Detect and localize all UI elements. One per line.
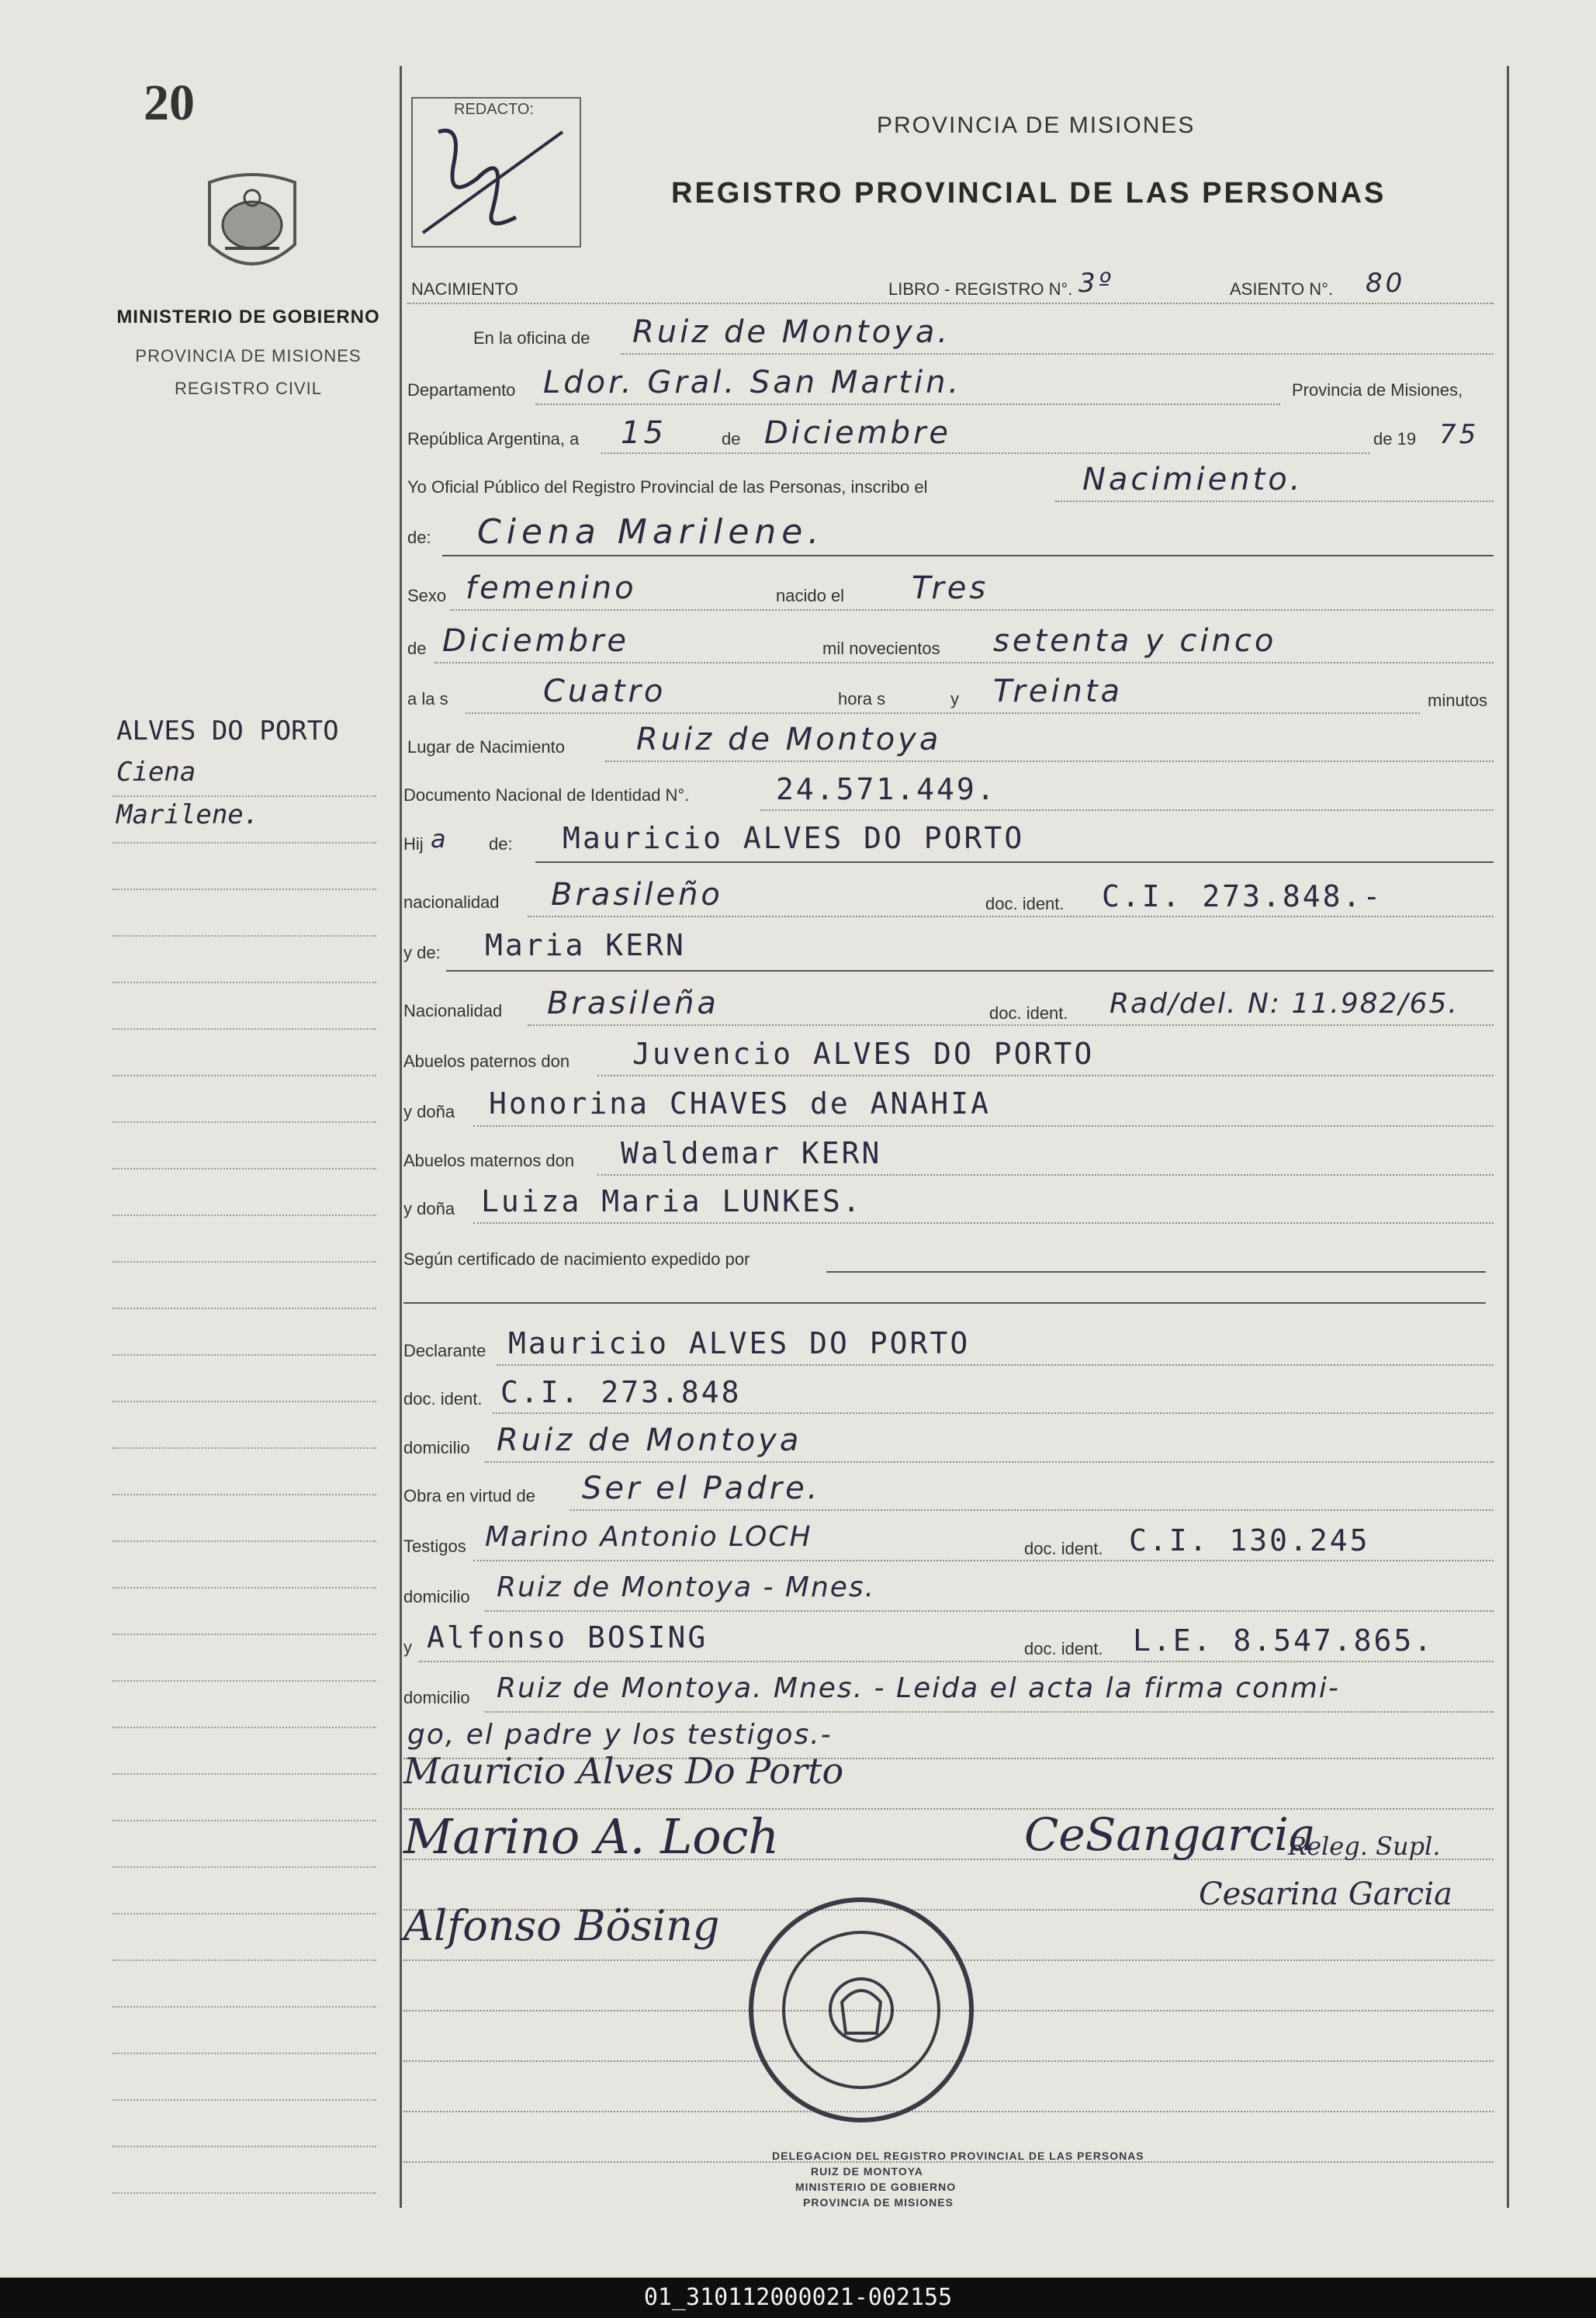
dom2-label: domicilio bbox=[403, 1587, 470, 1606]
margin-rule bbox=[113, 1820, 376, 1821]
de2-value: Diciembre bbox=[442, 623, 630, 659]
dom2-value: Ruiz de Montoya - Mnes. bbox=[497, 1571, 876, 1603]
testigos-label: Testigos bbox=[403, 1537, 466, 1556]
oficina-label: En la oficina de bbox=[473, 328, 590, 348]
image-id-footer: 01_310112000021-002155 bbox=[0, 2278, 1596, 2318]
oficial-label: Yo Oficial Público del Registro Provincial de las Personas, inscribo el bbox=[407, 477, 928, 497]
signature-father: Mauricio Alves Do Porto bbox=[403, 1750, 844, 1792]
rule bbox=[570, 1509, 1494, 1511]
rule bbox=[407, 303, 1494, 304]
signature-witness2: Alfonso Bösing bbox=[403, 1901, 720, 1950]
testigo1-value: Marino Antonio LOCH bbox=[485, 1521, 812, 1553]
testigo2-value: Alfonso BOSING bbox=[427, 1620, 708, 1654]
oficial-value: Nacimiento. bbox=[1082, 462, 1303, 497]
rule bbox=[497, 1364, 1494, 1366]
rule bbox=[485, 1461, 1494, 1463]
hij-suffix: a bbox=[431, 824, 449, 854]
margin-rule bbox=[113, 1959, 376, 1961]
doct1-value: C.I. 130.245 bbox=[1129, 1523, 1370, 1557]
margin-rule bbox=[113, 1680, 376, 1682]
mil-label: mil novecientos bbox=[822, 639, 940, 658]
dom1-label: domicilio bbox=[403, 1438, 470, 1457]
dom3-value: Ruiz de Montoya. Mnes. - Leida el acta la firma conmi- bbox=[497, 1672, 1340, 1704]
margin-rule bbox=[113, 795, 376, 797]
ab-mat-value: Waldemar KERN bbox=[621, 1136, 882, 1170]
margin-rule bbox=[113, 1727, 376, 1728]
margin-rule bbox=[113, 1028, 376, 1030]
rule bbox=[760, 809, 1494, 811]
header-province: PROVINCIA DE MISIONES bbox=[877, 113, 1196, 138]
margin-rule bbox=[113, 1261, 376, 1263]
margin-rule bbox=[113, 1587, 376, 1589]
doc1-value: C.I. 273.848.- bbox=[1102, 879, 1383, 913]
rule bbox=[605, 761, 1494, 762]
doc2-label: doc. ident. bbox=[989, 1003, 1068, 1023]
margin-rule bbox=[113, 1075, 376, 1076]
ab-mat-label: Abuelos maternos don bbox=[403, 1151, 575, 1170]
ydona1-value: Honorina CHAVES de ANAHIA bbox=[489, 1086, 991, 1121]
lugar-label: Lugar de Nacimiento bbox=[407, 737, 566, 757]
initials-scribble-icon bbox=[415, 116, 570, 241]
left-rule bbox=[400, 66, 402, 2208]
margin-rule bbox=[113, 1168, 376, 1169]
left-registry: REGISTRO CIVIL bbox=[174, 379, 323, 398]
month-value: Diciembre bbox=[764, 415, 952, 451]
de2-label: de bbox=[407, 639, 427, 658]
margin-rule bbox=[113, 889, 376, 890]
margin-rule bbox=[113, 1866, 376, 1868]
departamento-value: Ldor. Gral. San Martin. bbox=[543, 365, 962, 400]
hora-label: hora s bbox=[838, 689, 886, 709]
declarante-value: Mauricio ALVES DO PORTO bbox=[508, 1326, 971, 1360]
hora-value: Treinta bbox=[993, 674, 1123, 709]
rule bbox=[419, 1661, 1494, 1662]
header-title: REGISTRO PROVINCIAL DE LAS PERSONAS bbox=[671, 177, 1387, 210]
person-name: Ciena Marilene. bbox=[477, 512, 825, 552]
doct2-label: doc. ident. bbox=[1024, 1639, 1103, 1658]
dni-label: Documento Nacional de Identidad N°. bbox=[403, 785, 690, 805]
ab-pat-label: Abuelos paternos don bbox=[403, 1052, 570, 1071]
margin-rule bbox=[113, 1634, 376, 1635]
rule bbox=[601, 452, 1369, 454]
nacido-label: nacido el bbox=[776, 586, 845, 605]
day-value: 15 bbox=[621, 415, 666, 451]
nacido-value: Tres bbox=[912, 570, 989, 606]
margin-rule bbox=[113, 982, 376, 983]
right-rule bbox=[1507, 66, 1509, 2208]
rule bbox=[528, 1024, 1494, 1026]
year-label: de 19 bbox=[1373, 429, 1417, 449]
dom3-label: domicilio bbox=[403, 1688, 470, 1707]
nac1-value: Brasileño bbox=[551, 877, 723, 913]
declarante-label: Declarante bbox=[403, 1341, 486, 1360]
rule bbox=[446, 970, 1494, 972]
dni-value: 24.571.449. bbox=[776, 772, 997, 806]
mil-value: setenta y cinco bbox=[993, 623, 1277, 659]
nac2-label: Nacionalidad bbox=[403, 1001, 503, 1020]
hij-de-label: de: bbox=[489, 834, 513, 854]
official-seal-icon bbox=[745, 1894, 978, 2126]
registrar-role: Releg. Supl. bbox=[1288, 1831, 1441, 1861]
yde-label: y de: bbox=[403, 943, 441, 962]
nac1-label: nacionalidad bbox=[403, 892, 500, 912]
margin-rule bbox=[113, 935, 376, 937]
seal-inner-text: RUIZ DE MONTOYA bbox=[811, 2165, 923, 2178]
margin-note-line2: Ciena bbox=[116, 757, 196, 788]
rule bbox=[434, 662, 1494, 664]
margin-rule bbox=[113, 2192, 376, 2194]
margin-rule bbox=[113, 1540, 376, 1542]
margin-rule bbox=[113, 2099, 376, 2101]
alas-value: Cuatro bbox=[543, 674, 666, 709]
rule bbox=[403, 1302, 1486, 1304]
margin-rule bbox=[113, 1494, 376, 1495]
segun-label: Según certificado de nacimiento expedido por bbox=[403, 1249, 750, 1269]
father-name: Mauricio ALVES DO PORTO bbox=[563, 821, 1025, 855]
docdec-value: C.I. 273.848 bbox=[500, 1375, 742, 1409]
asiento-value: 80 bbox=[1366, 268, 1406, 299]
rule bbox=[493, 1412, 1494, 1414]
rule bbox=[485, 1610, 1494, 1612]
province-crest-icon bbox=[194, 167, 310, 283]
rule bbox=[473, 1222, 1494, 1224]
asiento-label: ASIENTO N°. bbox=[1230, 279, 1334, 299]
doct2-value: L.E. 8.547.865. bbox=[1133, 1623, 1435, 1658]
seal-outer-text: DELEGACION DEL REGISTRO PROVINCIAL DE LAS PERSONAS bbox=[772, 2150, 1144, 2162]
rule bbox=[466, 712, 1420, 714]
provincia-label: Provincia de Misiones, bbox=[1292, 380, 1463, 400]
rule bbox=[442, 555, 1494, 556]
margin-note-line3: Marilene. bbox=[116, 799, 260, 830]
lugar-value: Ruiz de Montoya bbox=[636, 722, 942, 757]
page-number: 20 bbox=[144, 74, 195, 131]
sexo-label: Sexo bbox=[407, 586, 447, 605]
margin-rule bbox=[113, 2006, 376, 2008]
margin-rule bbox=[113, 1913, 376, 1914]
rule bbox=[485, 1711, 1494, 1713]
margin-rule bbox=[113, 2146, 376, 2147]
libro-label: LIBRO - REGISTRO N°. bbox=[888, 279, 1073, 299]
margin-rule bbox=[113, 1214, 376, 1216]
doc2-value: Rad/del. N: 11.982/65. bbox=[1110, 988, 1459, 1020]
signature-registrar: CeSangarcia bbox=[1024, 1808, 1316, 1861]
departamento-label: Departamento bbox=[407, 380, 516, 400]
rule bbox=[597, 1174, 1494, 1176]
redacto-label: REDACTO: bbox=[454, 101, 534, 118]
signature-witness1: Marino A. Loch bbox=[403, 1808, 780, 1865]
obra-value: Ser el Padre. bbox=[582, 1471, 821, 1506]
seal-province-text: PROVINCIA DE MISIONES bbox=[803, 2196, 954, 2209]
alas-label: a la s bbox=[407, 689, 448, 709]
margin-rule bbox=[113, 1121, 376, 1123]
de-label: de bbox=[722, 429, 741, 449]
oficina-value: Ruiz de Montoya. bbox=[632, 314, 951, 350]
mother-name: Maria KERN bbox=[485, 928, 686, 962]
closing-value: go, el padre y los testigos.- bbox=[407, 1719, 833, 1751]
obra-label: Obra en virtud de bbox=[403, 1486, 535, 1505]
y-label: y bbox=[950, 689, 959, 709]
ab-pat-value: Juvencio ALVES DO PORTO bbox=[632, 1037, 1095, 1071]
margin-rule bbox=[113, 1773, 376, 1775]
ydona1-label: y doña bbox=[403, 1102, 455, 1121]
rule bbox=[826, 1271, 1486, 1273]
registrar-name: Cesarina Garcia bbox=[1199, 1876, 1452, 1912]
nac2-value: Brasileña bbox=[547, 986, 719, 1021]
ydona2-label: y doña bbox=[403, 1199, 455, 1218]
ministry-title: MINISTERIO DE GOBIERNO bbox=[116, 307, 380, 327]
margin-rule bbox=[113, 1447, 376, 1449]
libro-value: 3º bbox=[1078, 268, 1114, 299]
rule bbox=[473, 1560, 1494, 1561]
margin-note-line1: ALVES DO PORTO bbox=[116, 715, 339, 747]
docdec-label: doc. ident. bbox=[403, 1389, 483, 1408]
y-test-label: y bbox=[403, 1637, 412, 1657]
hij-label: Hij bbox=[403, 834, 424, 854]
rule bbox=[473, 1125, 1494, 1127]
rule bbox=[535, 861, 1494, 863]
margin-rule bbox=[113, 1401, 376, 1402]
minutos-label: minutos bbox=[1428, 691, 1488, 710]
margin-rule bbox=[113, 2053, 376, 2054]
rule bbox=[597, 1075, 1494, 1076]
de-person-label: de: bbox=[407, 528, 431, 547]
year-value: 75 bbox=[1439, 419, 1480, 450]
record-type-label: NACIMIENTO bbox=[411, 279, 518, 299]
doc1-label: doc. ident. bbox=[985, 894, 1065, 913]
margin-rule bbox=[113, 1308, 376, 1309]
rule bbox=[535, 404, 1280, 405]
rule bbox=[621, 353, 1494, 355]
rule bbox=[528, 916, 1494, 917]
margin-rule bbox=[113, 1354, 376, 1356]
sexo-value: femenino bbox=[466, 570, 637, 606]
margin-rule bbox=[113, 842, 376, 844]
dom1-value: Ruiz de Montoya bbox=[497, 1422, 802, 1458]
republica-label: República Argentina, a bbox=[407, 429, 580, 449]
ydona2-value: Luiza Maria LUNKES. bbox=[481, 1184, 863, 1218]
rule bbox=[450, 609, 1494, 611]
rule bbox=[1055, 501, 1494, 502]
left-province: PROVINCIA DE MISIONES bbox=[135, 346, 362, 366]
seal-bottom-text: MINISTERIO DE GOBIERNO bbox=[795, 2181, 957, 2193]
doct1-label: doc. ident. bbox=[1024, 1539, 1103, 1558]
